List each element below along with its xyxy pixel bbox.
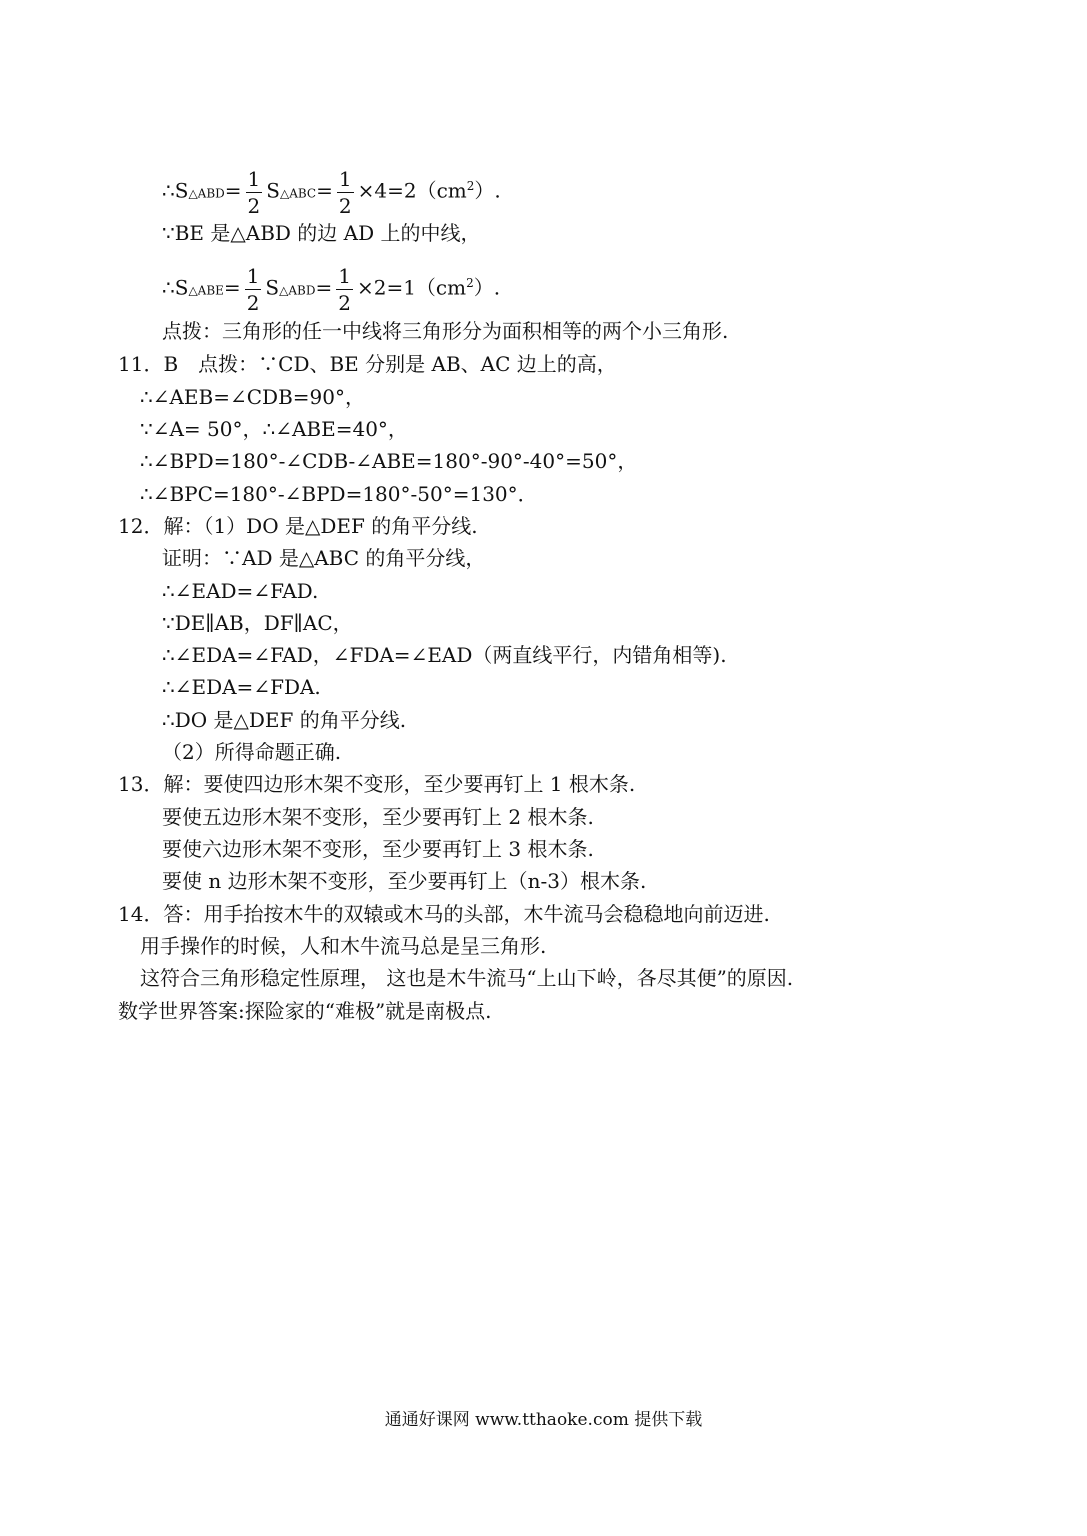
q11-line: ∵∠A= 50°，∴∠ABE=40°， [140, 417, 408, 441]
q11-line: ∴∠BPC=180°-∠BPD=180°-50°=130°． [140, 482, 538, 506]
q12-line: ∴∠EDA=∠FDA. [162, 675, 321, 699]
q12-line: ∵DE∥AB，DF∥AC， [162, 611, 353, 635]
fraction-one-half: $\frac{1}{2}$ [338, 166, 352, 218]
q11-line: ∴∠BPD=180°-∠CDB-∠ABE=180°-90°-40°=50°， [140, 449, 638, 473]
fraction-one-half: $\frac{1}{2}$ [338, 263, 351, 315]
fraction-one-half: $\frac{1}{2}$ [246, 263, 260, 315]
q12-line: 证明：∵AD 是△ABC 的角平分线， [162, 546, 486, 570]
q14-line: 这符合三角形稳定性原理， 这也是木牛流马“上山下岭，各尽其便”的原因. [140, 966, 794, 990]
q12-line: 12．解：（1）DO 是△DEF 的角平分线. [118, 514, 478, 538]
q13-line: 要使六边形木架不变形，至少要再钉上 3 根木条. [162, 837, 594, 861]
area-equation-abd: ∴S△ABD= $\frac{1}{2}$ S△ABC= $\frac{1}{2}$ $\times 4=2(cm^2)$. [162, 166, 501, 218]
q13-line: 要使五边形木架不变形，至少要再钉上 2 根木条. [162, 805, 594, 829]
q13-line: 13．解：要使四边形木架不变形，至少要再钉上 1 根木条. [118, 772, 636, 796]
q12-line: ∴DO 是△DEF 的角平分线. [162, 708, 407, 732]
q14-line: 14．答：用手抬按木牛的双辕或木马的头部，木牛流马会稳稳地向前迈进. [118, 902, 770, 926]
q12-line: ∴∠EDA=∠FAD，∠FDA=∠EAD（两直线平行，内错角相等). [162, 643, 727, 667]
q12-line: ∴∠EAD=∠FAD. [162, 579, 319, 603]
page-footer: 通通好课网 www.tthaoke.com 提供下载 [384, 1410, 703, 1430]
q13-line: 要使 n 边形木架不变形，至少要再钉上（n-3）根木条. [162, 869, 647, 893]
hint-median-line: 点拨：三角形的任一中线将三角形分为面积相等的两个小三角形. [162, 319, 729, 343]
fraction-one-half: $\frac{1}{2}$ [247, 166, 261, 218]
q11-line: 11．B 点拨：∵CD、BE 分别是 AB、AC 边上的高， [118, 352, 617, 376]
because-median-line: ∵BE 是△ABD 的边 AD 上的中线， [162, 221, 481, 245]
math-world-answer: 数学世界答案:探险家的“难极”就是南极点. [118, 999, 492, 1023]
q11-line: ∴∠AEB=∠CDB=90°， [140, 385, 365, 409]
q14-line: 用手操作的时候，人和木牛流马总是呈三角形. [140, 934, 547, 958]
area-equation-abe: ∴S△ABE= $\frac{1}{2}$ S△ABD= $\frac{1}{2}$ $\times 2=1(cm^2)$. [162, 263, 501, 315]
q12-line: （2）所得命题正确. [162, 740, 342, 764]
